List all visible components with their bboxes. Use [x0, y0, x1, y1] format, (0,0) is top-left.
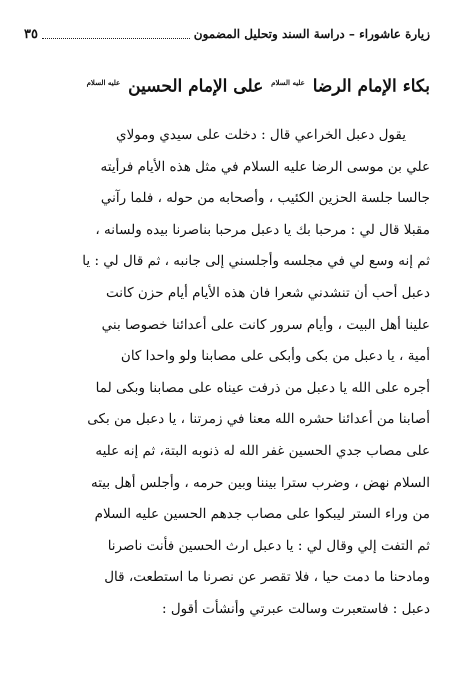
honorific-symbol: عليه السلام: [271, 78, 305, 87]
honorific-symbol: عليه السلام: [86, 78, 121, 87]
chapter-title-part2: على الإمام الحسين: [128, 76, 264, 97]
text-line: أمية ، يا دعبل من بكى وأبكى على مصابنا ولو واحدا كان: [120, 348, 430, 365]
leader-dots: [42, 30, 190, 39]
text-line: مقبلا قال لي : مرحبا بك يا دعبل مرحبا بناصرنا بيده ولسانه ،: [95, 221, 430, 238]
text-line: دعبل : فاستعبرت وسالت عبرتي وأنشأت أقول :: [162, 600, 430, 617]
text-line: يقول دعبل الخراعي قال : دخلت على سيدي ومولاي: [116, 127, 406, 143]
text-line: جالسا جلسة الحزين الكئيب ، وأصحابه من حوله ، فلما رآني: [100, 190, 430, 207]
text-line: أصابنا من أعدائنا حشره الله معنا في زمرتنا ، يا دعبل من بكى: [87, 411, 430, 428]
chapter-title-part1: بكاء الإمام الرضا: [312, 76, 430, 97]
text-line: السلام نهض ، وضرب سترا بيننا وبين حرمه ، وأجلس أهل بيته: [91, 474, 430, 491]
running-title: زيارة عاشوراء – دراسة السند وتحليل المضمون: [193, 27, 430, 41]
text-line: ومادحنا ما دمت حيا ، فلا تقصر عن نصرنا ما استطعت، قال: [104, 569, 430, 586]
text-line: دعبل أحب أن تنشدني شعرا فان هذه الأيام أيام حزن كانت: [106, 284, 430, 301]
text-line: علينا أهل البيت ، وأيام سرور كانت على أعدائنا خصوصا بني: [101, 316, 430, 333]
body-paragraph: [24, 120, 430, 626]
chapter-title: [24, 70, 430, 100]
text-line: ثم التفت إلي وقال لي : يا دعبل ارث الحسين فأنت ناصرنا: [107, 537, 430, 554]
text-line: ثم إنه وسع لي في مجلسه وأجلسني إلى جانبه ، ثم قال لي : يا: [82, 253, 430, 270]
text-line: أجره على الله يا دعبل من ذرفت عيناه على مصابنا وبكى لما: [95, 379, 430, 396]
text-line: على مصاب جدي الحسين غفر الله له ذنوبه البتة، ثم إنه عليه: [95, 442, 430, 459]
running-header: [24, 24, 430, 44]
text-line: علي بن موسى الرضا عليه السلام في مثل هذه الأيام فرأيته: [100, 158, 430, 175]
page-number: ٣٥: [24, 26, 38, 42]
text-line: من وراء الستر ليبكوا على مصاب جدهم الحسين عليه السلام: [94, 506, 430, 523]
